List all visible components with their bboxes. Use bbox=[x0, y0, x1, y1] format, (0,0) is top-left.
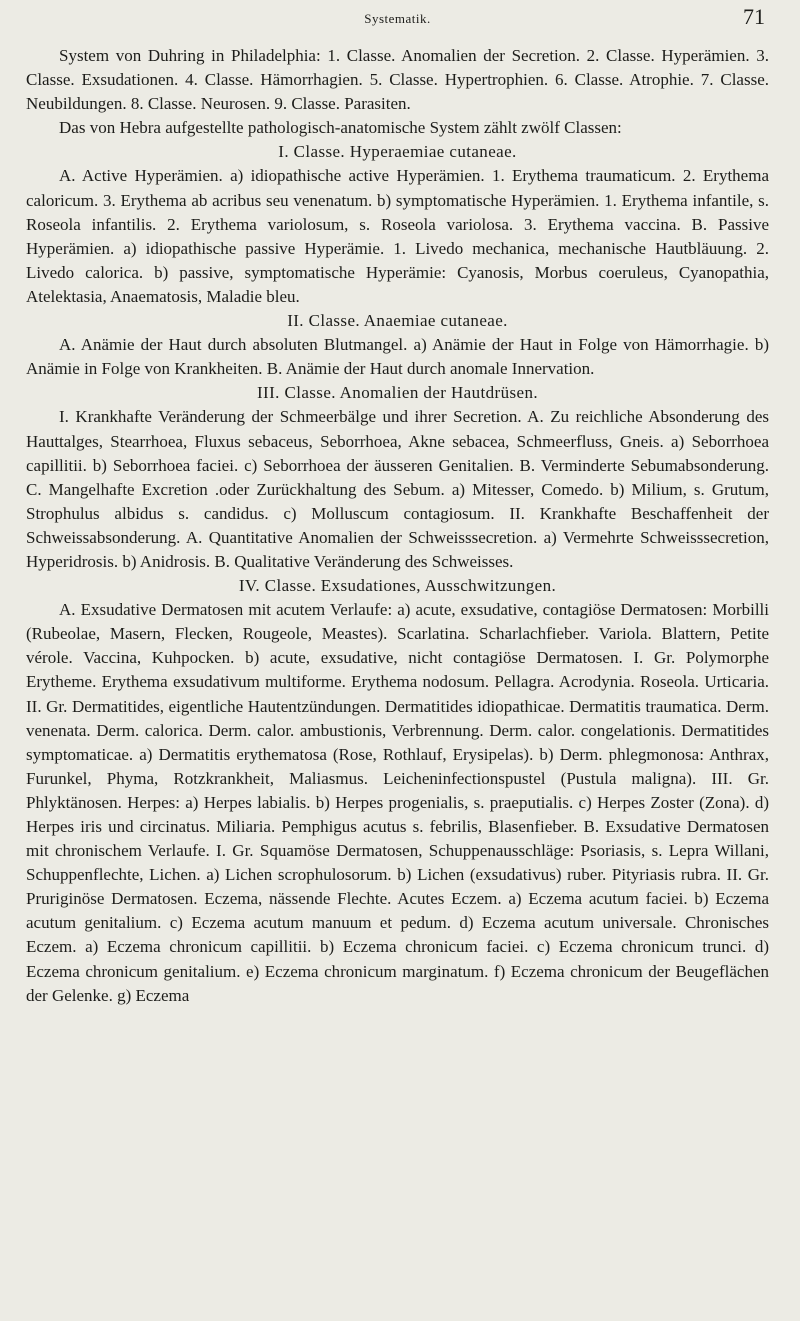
class-heading-exsudationes: IV. Classe. Exsudationes, Ausschwitzungen. bbox=[238, 576, 557, 596]
running-title: Systematik. bbox=[364, 11, 431, 26]
paragraph-hautdruesen: I. Krankhafte Veränderung der Schmeerbälge und ihrer Secretion. A. Zu reichliche Absonderung des Hauttalges, Stearrhoea, Fluxus sebaceus, Seborrhoea, Akne sebacea, Schmeerfluss, Gneis. a) Seborrhoea capillitii. b) Seborrhoea faciei. c) Seborrhoea der äusseren Genitalien. B. Verminderte Sebumabsonderung. C. Mangelhafte Excretion .oder Zurückhaltung des Sebum. a) Mitesser, Comedo. b) Milium, s. Grutum, Strophulus albidus s. candidus. c) Molluscum contagiosum. II. Krankhafte Beschaffenheit der Schweissabsonderung. A. Quantitative Anomalien der Schweisssecretion. a) Vermehrte Schweisssecretion, Hyperidrosis. b) Anidrosis. B. Qualitative Veränderung des Schweisses. bbox=[26, 407, 769, 571]
class-heading-anaemiae: II. Classe. Anaemiae cutaneae. bbox=[287, 311, 508, 331]
page-number: 71 bbox=[743, 4, 765, 29]
body-text bbox=[26, 44, 769, 1008]
class-heading-hyperaemiae: I. Classe. Hyperaemiae cutaneae. bbox=[278, 142, 517, 162]
class-heading-hautdruesen: III. Classe. Anomalien der Hautdrüsen. bbox=[257, 383, 538, 403]
paragraph-duhring-system: System von Duhring in Philadelphia: 1. Classe. Anomalien der Secretion. 2. Classe. Hyperämien. 3. Classe. Exsudationen. 4. Classe. Hämorrhagien. 5. Classe. Hypertrophien. 6. Classe. Atrophie. 7. Classe. Neubildungen. 8. Classe. Neurosen. 9. Classe. Parasiten. bbox=[26, 46, 769, 114]
paragraph-hebra-intro: Das von Hebra aufgestellte pathologisch-anatomische System zählt zwölf Classen: bbox=[59, 118, 622, 138]
paragraph-exsudationes: A. Exsudative Dermatosen mit acutem Verlaufe: a) acute, exsudative, contagiöse Dermatosen: Morbilli (Rubeolae, Masern, Flecken, Rougeole, Meastes). Scarlatina. Scharlachfieber. Variola. Blattern, Petite vérole. Vaccina, Kuhpocken. b) acute, exsudative, nicht contagiöse Dermatosen. I. Gr. Polymorphe Erytheme. Erythema exsudativum multiforme. Erythema nodosum. Pellagra. Acrodynia. Roseola. Urticaria. II. Gr. Dermatitides, eigentliche Hautentzündungen. Dermatitides idiopathicae. Dermatitis traumatica. Derm. venenata. Derm. calorica. Derm. calor. ambustionis, Verbrennung. Derm. calor. congelationis. Dermatitides symptomaticae. a) Dermatitis erythematosa (Rose, Rothlauf, Erysipelas). b) Derm. phlegmonosa: Anthrax, Furunkel, Phyma, Rotzkrankheit, Maliasmus. Leicheninfectionspustel (Pustula maligna). III. Gr. Phlyktänosen. Herpes: a) Herpes labialis. b) Herpes progenialis, s. praeputialis. c) Herpes Zoster (Zona). d) Herpes iris und circinatus. Miliaria. Pemphigus acutus s. febrilis, Blasenfieber. B. Exsudative Dermatosen mit chronischem Verlaufe. I. Gr. Squamöse Dermatosen, Schuppenausschläge: Psoriasis, s. Lepra Willani, Schuppenflechte, Lichen. a) Lichen scrophulosorum. b) Lichen (exsudativus) ruber. Pityriasis rubra. II. Gr. Pruriginöse Dermatosen. Eczema, nässende Flechte. Acutes Eczem. a) Eczema acutum faciei. b) Eczema acutum genitalium. c) Eczema acutum manuum et pedum. d) Eczema acutum universale. Chronisches Eczem. a) Eczema chronicum capillitii. b) Eczema chronicum faciei. c) Eczema chronicum trunci. d) Eczema chronicum genitalium. e) Eczema chronicum marginatum. f) Eczema chronicum der Beugeflächen der Gelenke. g) Eczema bbox=[26, 600, 769, 1005]
paragraph-anaemiae: A. Anämie der Haut durch absoluten Blutmangel. a) Anämie der Haut in Folge von Hämorrhagie. b) Anämie in Folge von Krankheiten. B. Anämie der Haut durch anomale Innervation. bbox=[26, 335, 769, 379]
running-head bbox=[26, 0, 769, 44]
paragraph-hyperaemiae: A. Active Hyperämien. a) idiopathische active Hyperämien. 1. Erythema traumaticum. 2. Erythema caloricum. 3. Erythema ab acribus seu venenatum. b) symptomatische Hyperämien. 1. Erythema infantile, s. Roseola infantilis. 2. Erythema variolosum, s. Roseola variolosa. 3. Erythema vaccina. B. Passive Hyperämien. a) idiopathische passive Hyperämie. 1. Livedo mechanica, mechanische Hautbläuung. 2. Livedo calorica. b) passive, symptomatische Hyperämie: Cyanosis, Morbus coeruleus, Cyanopathia, Atelektasia, Anaematosis, Maladie bleu. bbox=[26, 166, 769, 306]
